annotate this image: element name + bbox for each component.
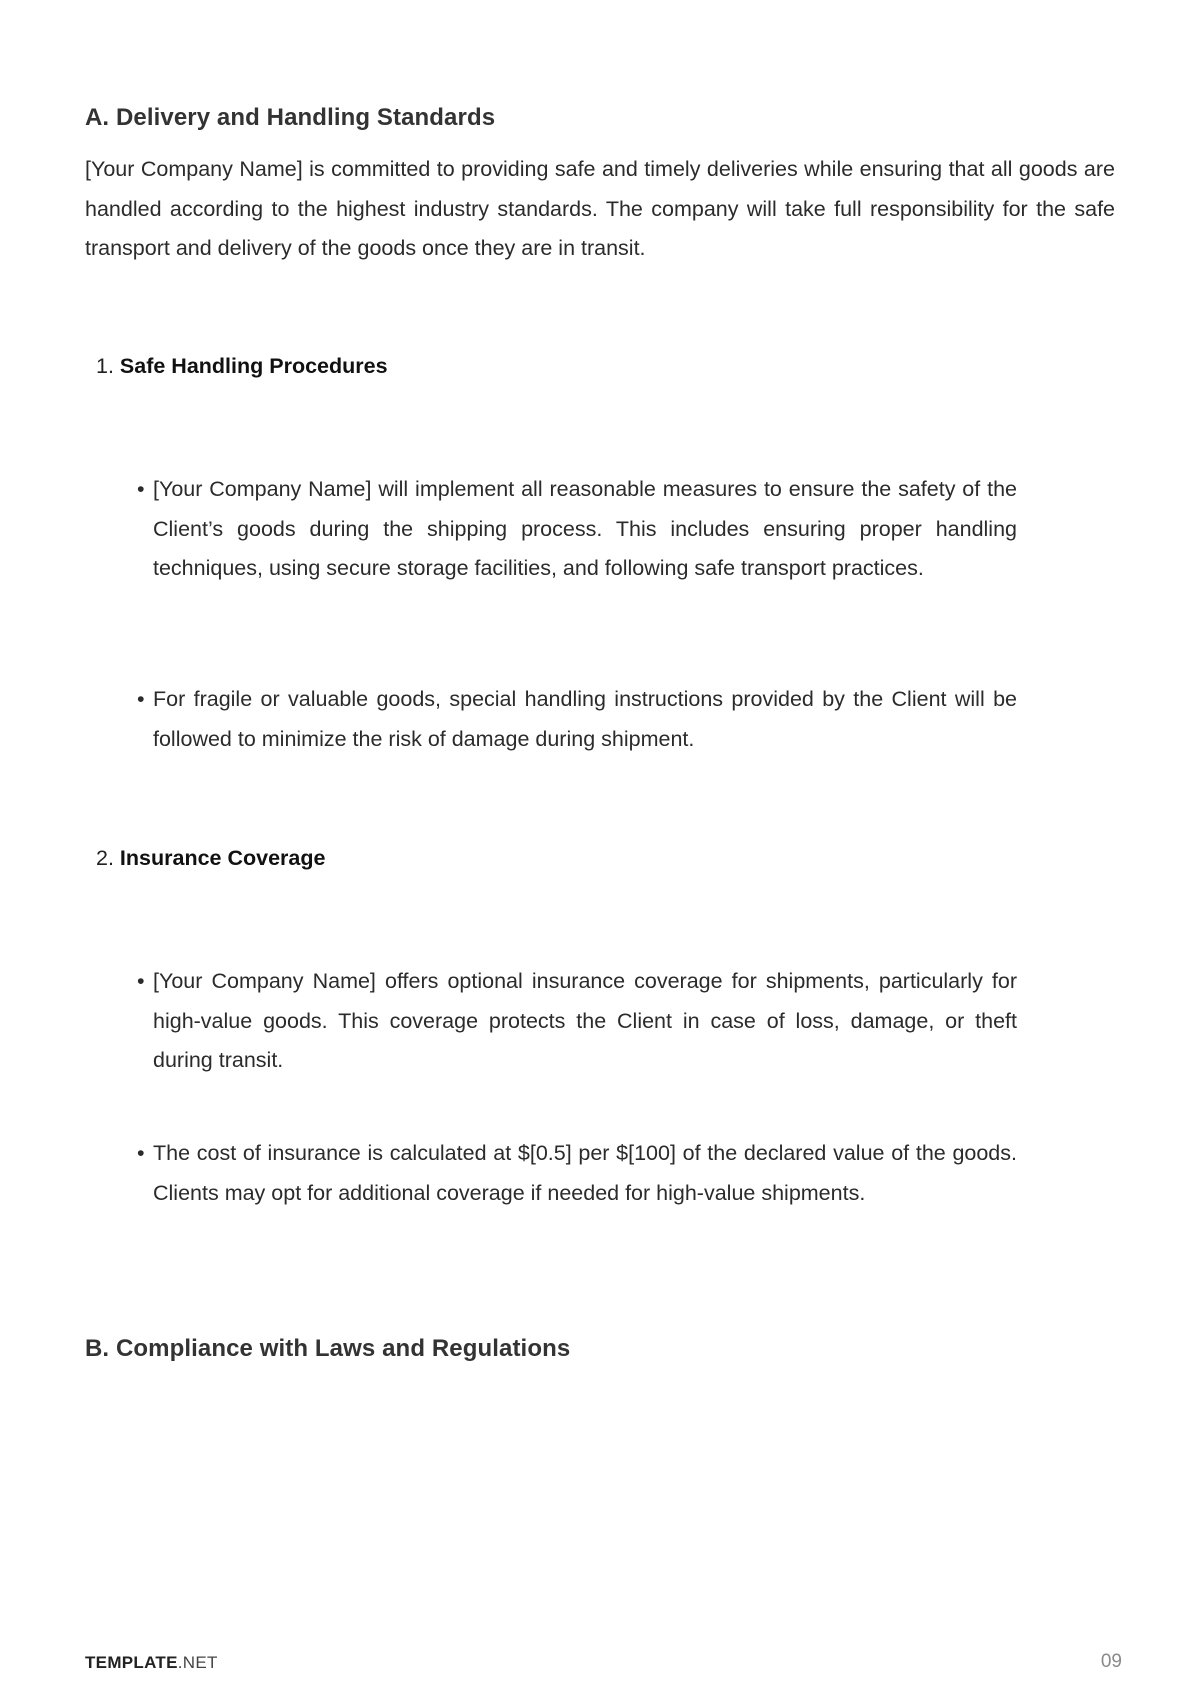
subsection-1-heading [96,354,388,379]
section-a-intro-paragraph: [Your Company Name] is committed to providing safe and timely deliveries while ensuring that all goods are handled according to the highest industry standards. The company will take full responsibility for the safe transport and delivery of the goods once they are in transit. [85,157,1115,260]
subsection-1-title: Safe Handling Procedures [119,354,388,378]
list-item [137,962,1017,1081]
subsection-2-heading [96,846,325,871]
bullet-marker: • [137,969,145,993]
section-a-heading: A. Delivery and Handling Standards [85,104,496,131]
list-item-text: The cost of insurance is calculated at $[0.5] per $[100] of the declared value of the goods. Clients may opt for additional coverage if needed for high-value shipments. [153,1141,1017,1205]
list-item-text: [Your Company Name] will implement all reasonable measures to ensure the safety of the Client’s goods during the shipping process. This includes ensuring proper handling techniques, using secure storage facilities, and following safe transport practices. [153,477,1017,580]
list-item [137,1134,1017,1213]
list-item-text: [Your Company Name] offers optional insurance coverage for shipments, particularly for high-value goods. This coverage protects the Client in case of loss, damage, or theft during transit. [153,969,1017,1072]
list-item [137,470,1017,589]
footer-logo-brand: TEMPLATE [85,1653,178,1672]
subsection-1-number: 1. [96,354,114,378]
list-item-text: For fragile or valuable goods, special handling instructions provided by the Client will be followed to minimize the risk of damage during shipment. [153,687,1017,751]
bullet-marker: • [137,477,145,501]
section-b-heading: B. Compliance with Laws and Regulations [85,1335,571,1362]
bullet-marker: • [137,687,145,711]
list-item [137,680,1017,759]
subsection-2-title: Insurance Coverage [119,846,326,870]
page-number: 09 [1100,1651,1122,1672]
footer-logo [85,1653,218,1673]
footer-logo-tld: .NET [177,1653,218,1672]
bullet-marker: • [137,1141,145,1165]
subsection-2-number: 2. [96,846,114,870]
